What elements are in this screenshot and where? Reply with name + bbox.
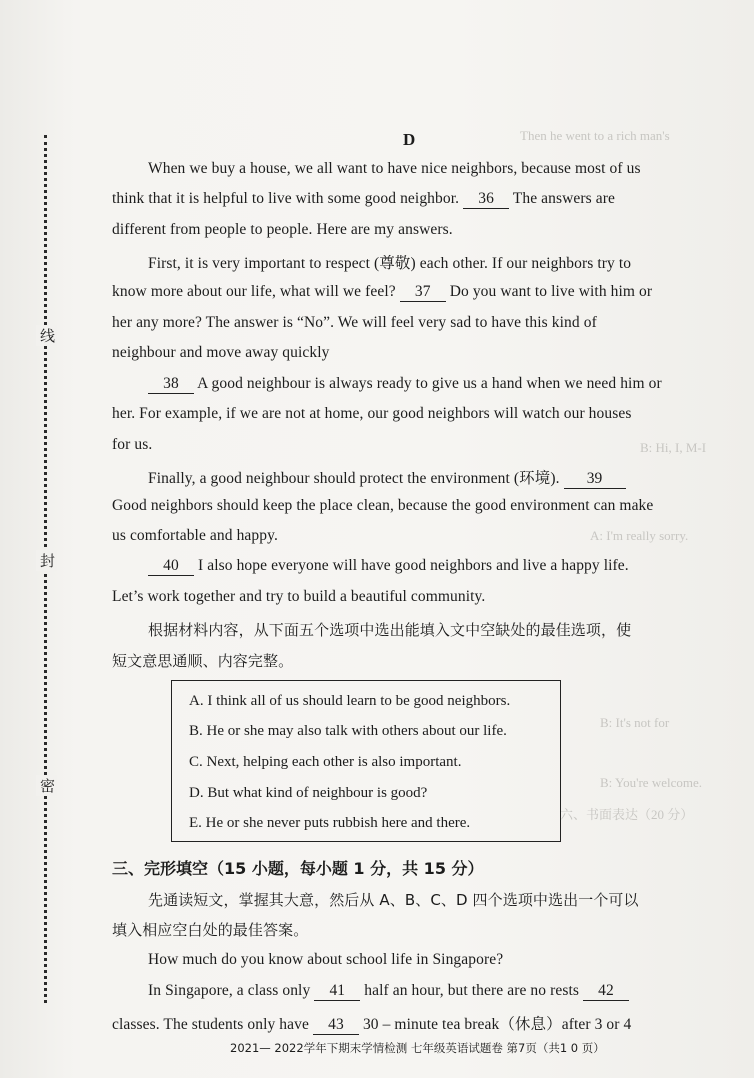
instruction-line: 根据材料内容，从下面五个选项中选出能填入文中空缺处的最佳选项，使 bbox=[148, 621, 632, 639]
blank-37: 37 bbox=[400, 283, 446, 302]
passage-heading: D bbox=[403, 130, 416, 149]
passage-line: Good neighbors should keep the place clean, because the good environment can make bbox=[112, 497, 654, 514]
bleed-through-text: 六、书面表达（20 分） bbox=[560, 807, 694, 822]
option-b: B. He or she may also talk with others about our life. bbox=[189, 723, 507, 739]
page-footer: 2021— 2022学年下期末学情检测 七年级英语试题卷 第7页（共1 0 页） bbox=[230, 1041, 605, 1055]
bleed-through-text: A: I'm really sorry. bbox=[590, 528, 689, 543]
options-box bbox=[171, 680, 561, 842]
binding-label-secret: 密 bbox=[36, 775, 57, 796]
bleed-through-text: Then he went to a rich man's bbox=[520, 128, 670, 143]
passage-line: think that it is helpful to live with some good neighbor. 36 The answers are bbox=[112, 190, 615, 207]
section-instruction: 先通读短文，掌握其大意，然后从 A、B、C、D 四个选项中选出一个可以 bbox=[148, 891, 639, 909]
section-instruction: 填入相应空白处的最佳答案。 bbox=[112, 921, 309, 939]
passage-line: neighbour and move away quickly bbox=[112, 344, 330, 361]
bleed-through-text: B: Hi, I, M-I bbox=[640, 440, 707, 455]
instruction-line: 短文意思通顺、内容完整。 bbox=[112, 652, 294, 670]
passage-line: 40 I also hope everyone will have good neighbors and live a happy life. bbox=[148, 557, 629, 576]
cloze-line: In Singapore, a class only 41 half an hour, but there are no rests 42 bbox=[148, 982, 629, 1001]
passage-line: Let’s work together and try to build a beautiful community. bbox=[112, 588, 486, 605]
passage-line: Finally, a good neighbour should protect the environment (环境). 39 bbox=[148, 466, 626, 489]
blank-42: 42 bbox=[583, 982, 629, 1001]
passage-line: 38 A good neighbour is always ready to give us a hand when we need him or bbox=[148, 375, 662, 394]
blank-38: 38 bbox=[148, 375, 194, 394]
option-e: E. He or she never puts rubbish here and there. bbox=[189, 815, 471, 831]
passage-line: us comfortable and happy. bbox=[112, 527, 278, 544]
option-d: D. But what kind of neighbour is good? bbox=[189, 785, 428, 801]
option-a: A. I think all of us should learn to be good neighbors. bbox=[189, 693, 511, 709]
passage-line: First, it is very important to respect (尊敬) each other. If our neighbors try to bbox=[148, 255, 632, 272]
bleed-through-text: B: It's not for bbox=[600, 715, 670, 730]
cloze-line: classes. The students only have 43 30 – minute tea break（休息）after 3 or 4 bbox=[112, 1016, 632, 1033]
passage-line: for us. bbox=[112, 436, 153, 453]
binding-label-line: 线 bbox=[36, 325, 57, 346]
passage-line: different from people to people. Here are my answers. bbox=[112, 221, 453, 238]
option-c: C. Next, helping each other is also important. bbox=[189, 754, 462, 770]
blank-40: 40 bbox=[148, 557, 194, 576]
bleed-through-text: B: You're welcome. bbox=[600, 775, 703, 790]
blank-39: 39 bbox=[564, 470, 626, 489]
blank-36: 36 bbox=[463, 190, 509, 209]
passage-line: know more about our life, what will we feel? 37 Do you want to live with him or bbox=[112, 283, 653, 300]
binding-label-seal: 封 bbox=[36, 550, 57, 571]
blank-41: 41 bbox=[314, 982, 360, 1001]
passage-line: When we buy a house, we all want to have nice neighbors, because most of us bbox=[148, 160, 641, 177]
section-title: 三、完形填空（15 小题，每小题 1 分，共 15 分） bbox=[112, 859, 484, 878]
cloze-question: How much do you know about school life in Singapore? bbox=[148, 951, 504, 968]
passage-line: her. For example, if we are not at home, our good neighbors will watch our houses bbox=[112, 405, 632, 422]
blank-43: 43 bbox=[313, 1016, 359, 1035]
passage-line: her any more? The answer is “No”. We will feel very sad to have this kind of bbox=[112, 314, 597, 331]
